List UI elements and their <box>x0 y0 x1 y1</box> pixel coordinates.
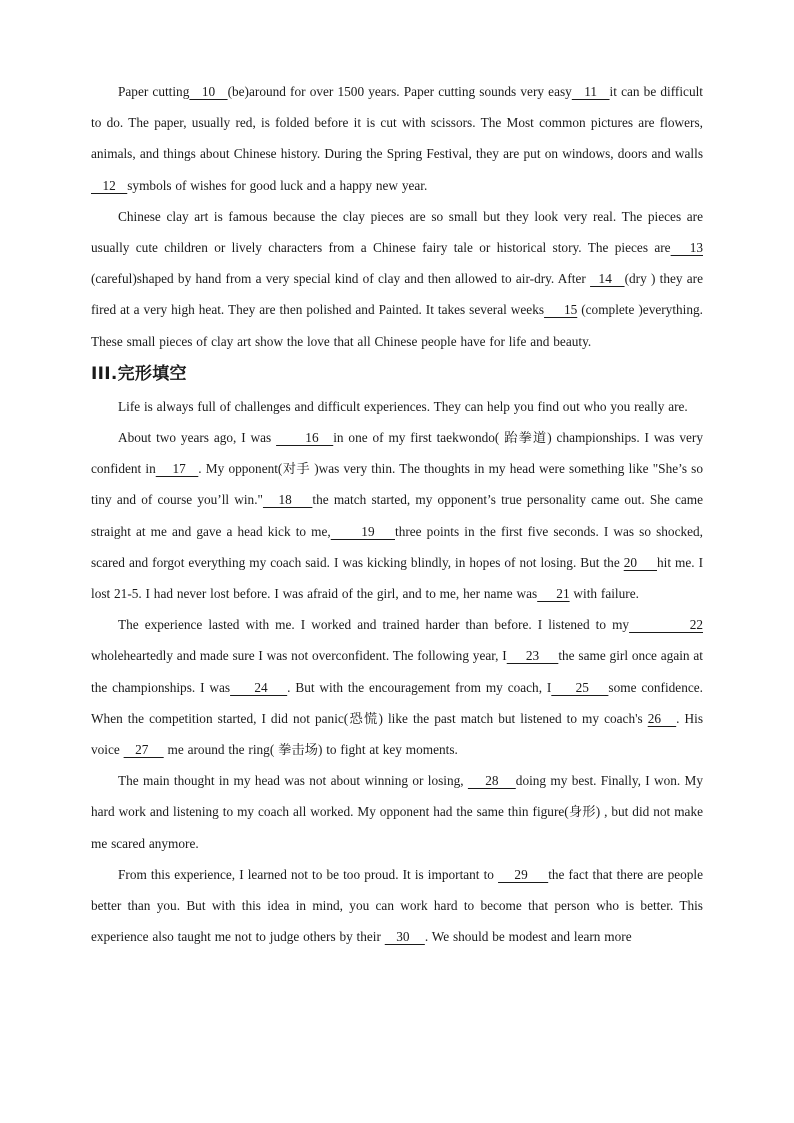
intro-paragraph <box>91 391 703 422</box>
answer-blank: 15 <box>544 302 578 318</box>
passage-text: some confidence. When the competition started, I did not panic(恐慌) like the past match but listened to my coach's <box>91 679 703 726</box>
answer-blank: 19 <box>330 523 395 539</box>
passage-text: Chinese clay art is famous because the clay pieces are so small but they look very real. The pieces are usually cute children or lively characters from a Chinese fairy tale or historical story. The pieces are <box>91 208 703 256</box>
answer-blank: 11 <box>571 84 610 99</box>
passage-text: symbols of wishes for good luck and a happy new year. <box>127 177 428 193</box>
answer-blank: 26 <box>647 710 677 726</box>
passage-text: . We should be modest and learn more <box>424 929 632 945</box>
passage-text: the match started, my opponent’s true personality came out. She came straight at me and gave a head kick to me, <box>91 492 704 539</box>
passage-text: . My opponent(对手 )was very thin. The thoughts in my head were something like "She’s so tiny and of course you’ll win." <box>91 461 703 508</box>
answer-blank: 13 <box>670 240 703 256</box>
answer-blank: 14 <box>590 271 625 287</box>
passage-text: (dry ) they are fired at a very high heat. They are then polished and Painted. It takes several weeks <box>91 271 704 318</box>
passage-text: hit me. I lost 21-5. I had never lost before. I was afraid of the girl, and to me, her name was <box>91 554 704 602</box>
passage-text: me around the ring( 拳击场) to fight at key moments. <box>163 742 458 758</box>
passage-text: with failure. <box>569 586 639 602</box>
passage-text: Paper cutting <box>118 84 190 99</box>
answer-blank: 10 <box>189 84 228 99</box>
passage-text: in one of my first taekwondo( 跆拳道) championships. I was very confident in <box>91 430 703 477</box>
answer-blank: 24 <box>230 679 288 695</box>
passage-text: . His voice <box>91 710 703 758</box>
passage-text: (careful)shaped by hand from a very special kind of clay and then allowed to air-dry. After <box>91 271 591 287</box>
answer-blank: 18 <box>262 492 313 508</box>
answer-blank: 30 <box>384 929 425 945</box>
passage-text: (be)around for over 1500 years. Paper cutting sounds very easy <box>227 84 572 99</box>
answer-blank: 29 <box>498 866 549 882</box>
worksheet-page <box>91 76 703 952</box>
passage-text: the fact that there are people better than you. But with this idea in mind, you can work hard to become that person who is better. This experience also taught me not to judge others by their <box>91 866 704 945</box>
answer-blank: 12 <box>91 177 128 193</box>
passage-text: it can be difficult to do. The paper, usually red, is folded before it is cut with scissors. The Most common pictures are flowers, animals, and things about Chinese history. During the Spring Festival, they are put on windows, doors and walls <box>91 84 703 162</box>
answer-blank: 23 <box>506 648 559 664</box>
victory-paragraph <box>91 765 703 859</box>
answer-blank: 28 <box>467 773 516 789</box>
championship-paragraph <box>91 422 703 609</box>
answer-blank: 25 <box>551 679 609 695</box>
answer-blank: 27 <box>123 742 164 758</box>
answer-blank: 20 <box>623 554 657 570</box>
passage-text: The experience lasted with me. I worked and trained harder than before. I listened to my <box>118 617 630 633</box>
passage-text: From this experience, I learned not to be too proud. It is important to <box>118 866 499 882</box>
passage-text: Life is always full of challenges and difficult experiences. They can help you find out who you really are. <box>118 398 688 414</box>
answer-blank: 21 <box>537 586 570 602</box>
passage-text: doing my best. Finally, I won. My hard work and listening to my coach all worked. My opponent had the same thin figure(身形) , but did not make me scared anymore. <box>91 773 704 851</box>
clay-art-paragraph <box>91 201 703 357</box>
answer-blank: 17 <box>155 461 199 477</box>
passage-text: The main thought in my head was not about winning or losing, <box>118 773 468 789</box>
passage-text: (complete )everything. These small pieces of clay art show the love that all Chinese people have for life and beauty. <box>91 302 703 349</box>
passage-text: the same girl once again at the championships. I was <box>91 648 703 695</box>
passage-text: . But with the encouragement from my coach, I <box>287 679 552 695</box>
passage-text: three points in the first five seconds. I was so shocked, scared and forgot everything my coach said. I was kicking blindly, in hopes of not losing. But the <box>91 523 703 570</box>
training-paragraph <box>91 609 703 765</box>
lesson-paragraph <box>91 859 703 953</box>
passage-text: About two years ago, I was <box>118 430 277 446</box>
answer-blank: 22 <box>629 617 703 633</box>
answer-blank: 16 <box>276 430 334 446</box>
section-heading-cloze: III.完形填空 <box>91 363 187 384</box>
paper-cutting-paragraph <box>91 76 703 201</box>
passage-text: wholeheartedly and made sure I was not overconfident. The following year, I <box>91 648 507 664</box>
